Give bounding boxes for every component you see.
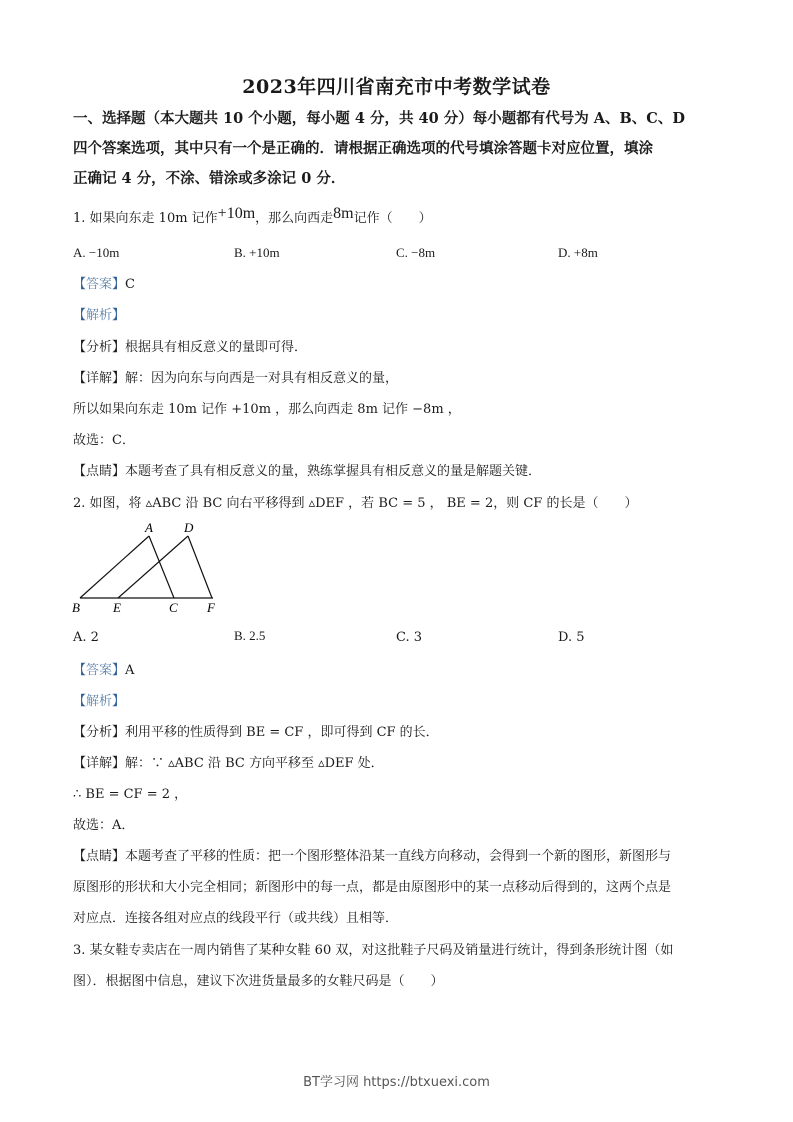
q1-option-b: B. +10m (234, 245, 280, 260)
point-label-a: A (145, 520, 153, 535)
q1-option-c: C. −8m (396, 245, 436, 260)
section-instructions-line-2: 四个答案选项，其中只有一个是正确的．请根据正确选项的代号填涂答题卡对应位置，填涂 (73, 140, 653, 157)
q1-stem: 1. 如果向东走 10m 记作+10m，那么向西走8m记作（ ） (73, 205, 432, 226)
q2-analysis-tag: 【解析】 (73, 694, 126, 709)
q2-conclusion: 故选：A． (73, 818, 135, 833)
answer-tag: 【答案】 (73, 277, 126, 292)
q1-detail-2: 所以如果向东走 10m 记作 +10m ，那么向西走 8m 记作 −8m ， (73, 402, 461, 417)
q2-dianjing-line-3: 对应点．连接各组对应点的线段平行（或共线）且相等． (73, 911, 399, 926)
q2-answer: 【答案】A (73, 663, 135, 678)
q1-fenxi: 【分析】根据具有相反意义的量即可得． (73, 340, 308, 355)
q1-option-a: A. −10m (73, 245, 120, 260)
point-label-f: F (207, 600, 215, 615)
q2-dianjing-line-1: 【点睛】本题考查了平移的性质：把一个图形整体沿某一直线方向移动，会得到一个新的图形，新图形与 (73, 849, 672, 864)
q2-xiangjie: 【详解】解：∵ ▵ABC 沿 BC 方向平移至 ▵DEF 处． (73, 756, 384, 771)
q3-stem-line-2: 图）．根据图中信息，建议下次进货量最多的女鞋尺码是（ ） (73, 974, 444, 989)
q2-detail-2: ∴ BE = CF = 2 ， (73, 787, 188, 802)
section-instructions-line-1: 一、选择题（本大题共 10 个小题，每小题 4 分，共 40 分）每小题都有代号为 A、B、C、D (73, 110, 685, 127)
q1-conclusion: 故选：C． (73, 433, 135, 448)
q2-option-a: A. 2 (73, 630, 99, 645)
q1-dianjing: 【点睛】本题考查了具有相反意义的量，熟练掌握具有相反意义的量是解题关键． (73, 464, 542, 479)
q2-option-c: C. 3 (396, 630, 423, 645)
q2-dianjing-line-2: 原图形的形状和大小完全相同；新图形中的每一点，都是由原图形中的某一点移动后得到的，这两个点是 (73, 880, 672, 895)
line-df (188, 536, 212, 598)
q2-stem: 2. 如图，将 ▵ABC 沿 BC 向右平移得到 ▵DEF ，若 BC = 5 ， BE = 2，则 CF 的长是（ ） (73, 496, 638, 511)
q2-triangle-figure (65, 515, 235, 620)
q1-analysis-tag: 【解析】 (73, 308, 126, 323)
q1-option-d: D. +8m (558, 245, 598, 260)
q2-option-d: D. 5 (558, 630, 585, 645)
q1-math-8m: 8m (333, 205, 354, 222)
section-instructions-line-3: 正确记 4 分，不涂、错涂或多涂记 0 分． (73, 170, 346, 187)
point-label-e: E (113, 600, 121, 615)
q2-fenxi: 【分析】利用平移的性质得到 BE = CF ，即可得到 CF 的长． (73, 725, 439, 740)
point-label-c: C (169, 600, 178, 615)
page-title: 2023年四川省南充市中考数学试卷 (242, 76, 551, 98)
q3-stem-line-1: 3. 某女鞋专卖店在一周内销售了某种女鞋 60 双，对这批鞋子尺码及销量进行统计，得到条形统计图（如 (73, 943, 674, 958)
footer-watermark: BT学习网 https://btxuexi.com (303, 1075, 490, 1090)
q1-answer: 【答案】C (73, 277, 135, 292)
q2-option-b: B. 2.5 (234, 628, 266, 643)
point-label-d: D (184, 520, 194, 535)
q1-math-plus10m: +10m (217, 205, 256, 222)
q1-xiangjie: 【详解】解：因为向东与向西是一对具有相反意义的量， (73, 371, 399, 386)
point-label-b: B (72, 600, 80, 615)
answer-tag: 【答案】 (73, 663, 126, 678)
line-ba (80, 536, 149, 598)
